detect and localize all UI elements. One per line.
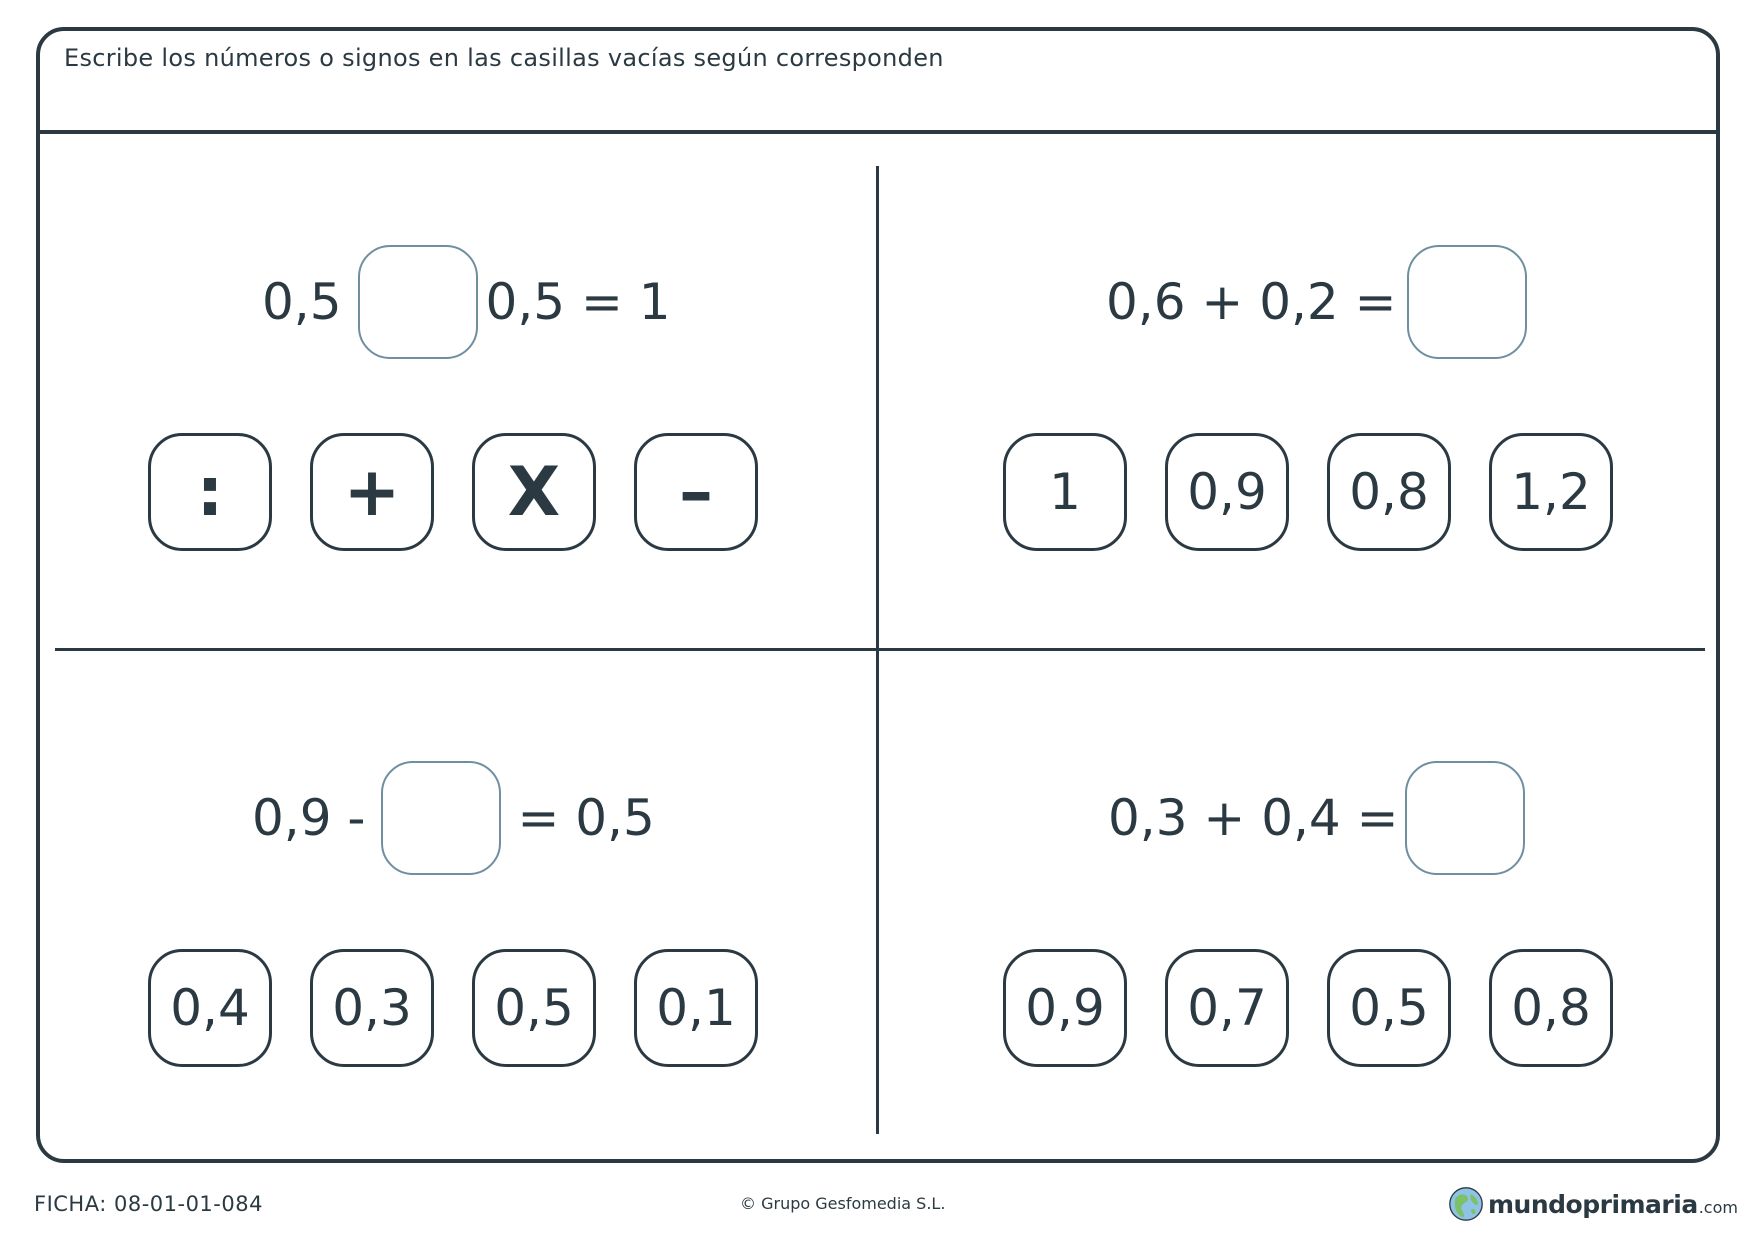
option-number[interactable]: 0,8 <box>1327 433 1451 551</box>
horizontal-divider <box>55 648 1705 651</box>
option-number[interactable]: 0,3 <box>310 949 434 1067</box>
instruction-text: Escribe los números o signos en las casillas vacías según corresponden <box>64 44 944 72</box>
equation-1 <box>262 243 671 361</box>
equation-right: 0,5 = 1 <box>485 273 671 331</box>
equation-left: 0,3 + 0,4 = <box>1108 789 1399 847</box>
answer-blank[interactable] <box>358 245 478 359</box>
option-number[interactable]: 0,5 <box>1327 949 1451 1067</box>
option-plus[interactable]: + <box>310 433 434 551</box>
equation-3 <box>252 759 655 877</box>
brand-name: mundoprimaria <box>1488 1189 1698 1219</box>
equation-left: 0,5 <box>262 273 342 331</box>
option-number[interactable]: 0,8 <box>1489 949 1613 1067</box>
option-number[interactable]: 0,5 <box>472 949 596 1067</box>
copyright-text: © Grupo Gesfomedia S.L. <box>740 1194 946 1213</box>
worksheet-code: FICHA: 08-01-01-084 <box>34 1192 263 1216</box>
option-number[interactable]: 1 <box>1003 433 1127 551</box>
equation-left: 0,9 - <box>252 789 366 847</box>
equation-2 <box>1106 243 1527 361</box>
option-number[interactable]: 0,7 <box>1165 949 1289 1067</box>
option-number[interactable]: 0,4 <box>148 949 272 1067</box>
options-2 <box>1003 433 1613 551</box>
option-number[interactable]: 0,9 <box>1165 433 1289 551</box>
option-minus[interactable]: – <box>634 433 758 551</box>
equation-left: 0,6 + 0,2 = <box>1106 273 1397 331</box>
answer-blank[interactable] <box>1407 245 1527 359</box>
answer-blank[interactable] <box>381 761 501 875</box>
header-divider <box>36 130 1720 134</box>
options-4 <box>1003 949 1613 1067</box>
globe-icon <box>1448 1186 1484 1222</box>
options-3 <box>148 949 758 1067</box>
brand-logo[interactable] <box>1448 1184 1738 1224</box>
option-divide[interactable]: : <box>148 433 272 551</box>
option-number[interactable]: 0,9 <box>1003 949 1127 1067</box>
options-1 <box>148 433 758 551</box>
equation-4 <box>1108 759 1525 877</box>
option-number[interactable]: 1,2 <box>1489 433 1613 551</box>
option-times[interactable]: X <box>472 433 596 551</box>
equation-right: = 0,5 <box>517 789 655 847</box>
brand-tld: .com <box>1698 1197 1738 1217</box>
option-number[interactable]: 0,1 <box>634 949 758 1067</box>
answer-blank[interactable] <box>1405 761 1525 875</box>
